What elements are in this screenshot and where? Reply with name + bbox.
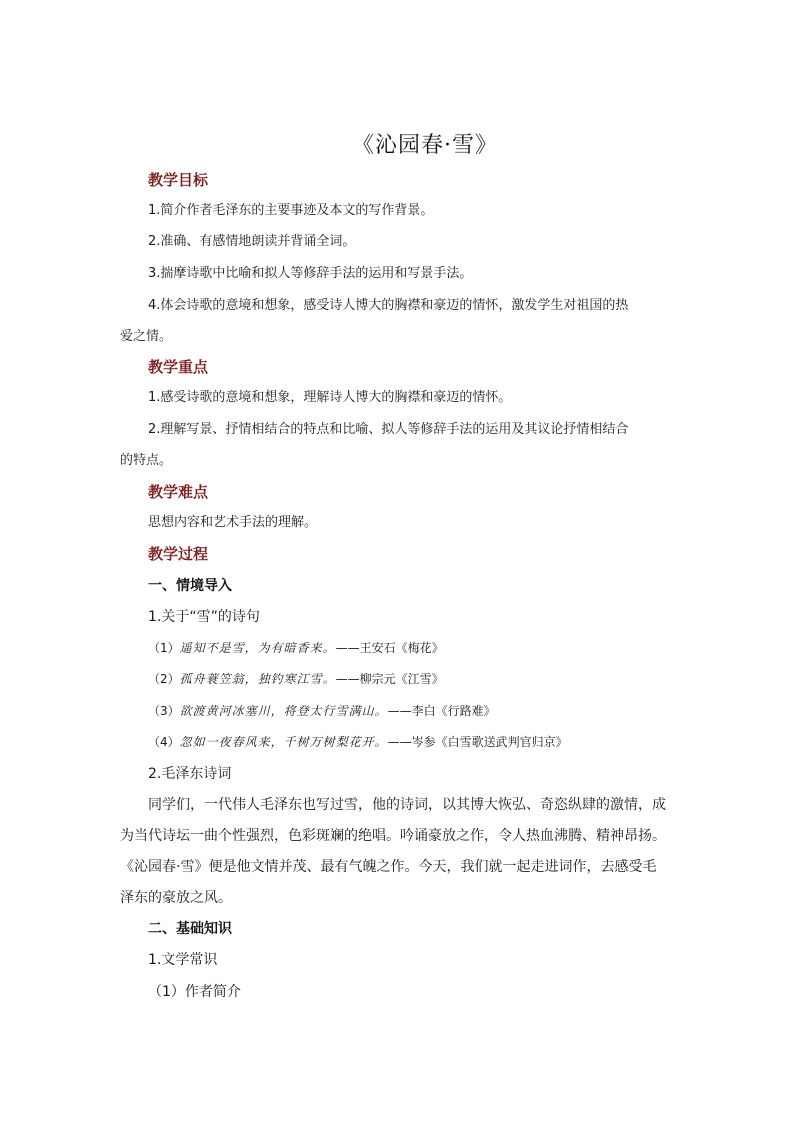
section-heading-process: 教学过程	[148, 545, 209, 563]
quote-line: （1）遥知不是雪，为有暗香来。——王安石《梅花》	[148, 641, 444, 655]
key-item: 2.理解写景、抒情相结合的特点和比喻、拟人等修辞手法的运用及其议论抒情相结合	[148, 422, 629, 437]
quote-line: （4）忽如一夜春风来，千树万树梨花开。——岑参《白雪歌送武判官归京》	[148, 735, 568, 749]
page-title: 《沁园春·雪》	[352, 133, 498, 158]
basics-item-literature: 1.文学常识	[148, 952, 218, 968]
part-heading-intro: 一、情境导入	[148, 578, 232, 594]
paragraph-line: 同学们，一代伟人毛泽东也写过雪，他的诗词，以其博大恢弘、奇恣纵肆的激情，成	[148, 797, 666, 813]
section-heading-difficulty: 教学难点	[148, 483, 209, 501]
section-heading-goals: 教学目标	[148, 171, 209, 189]
key-item: 1.感受诗歌的意境和想象，理解诗人博大的胸襟和豪迈的情怀。	[148, 390, 512, 405]
quote-line: （3）欲渡黄河冰塞川，将登太行雪满山。——李白《行路难》	[148, 704, 496, 718]
goal-item: 4.体会诗歌的意境和想象，感受诗人博大的胸襟和豪迈的情怀，激发学生对祖国的热	[148, 298, 629, 313]
basics-subitem-author: （1）作者简介	[148, 984, 241, 1000]
goal-item-continuation: 爱之情。	[120, 329, 173, 344]
paragraph-line: 泽东的豪放之风。	[120, 890, 232, 906]
part-heading-basics: 二、基础知识	[148, 921, 232, 937]
goal-item: 1.简介作者毛泽东的主要事迹及本文的写作背景。	[148, 203, 434, 218]
intro-item-snow-poems: 1.关于“雪”的诗句	[148, 609, 260, 625]
key-item-continuation: 的特点。	[120, 453, 173, 468]
section-heading-key: 教学重点	[148, 358, 209, 376]
paragraph-line: 为当代诗坛一曲个性强烈，色彩斑斓的绝唱。吟诵豪放之作，令人热血沸腾、精神昂扬。	[120, 828, 666, 844]
difficulty-text: 思想内容和艺术手法的理解。	[148, 515, 318, 530]
quote-line: （2）孤舟蓑笠翁，独钓寒江雪。——柳宗元《江雪》	[148, 672, 444, 686]
paragraph-line: 《沁园春·雪》便是他文情并茂、最有气魄之作。今天，我们就一起走进词作，去感受毛	[120, 859, 657, 875]
intro-item-mao-poems: 2.毛泽东诗词	[148, 766, 232, 782]
goal-item: 2.准确、有感情地朗读并背诵全词。	[148, 234, 356, 249]
goal-item: 3.揣摩诗歌中比喻和拟人等修辞手法的运用和写景手法。	[148, 266, 473, 281]
